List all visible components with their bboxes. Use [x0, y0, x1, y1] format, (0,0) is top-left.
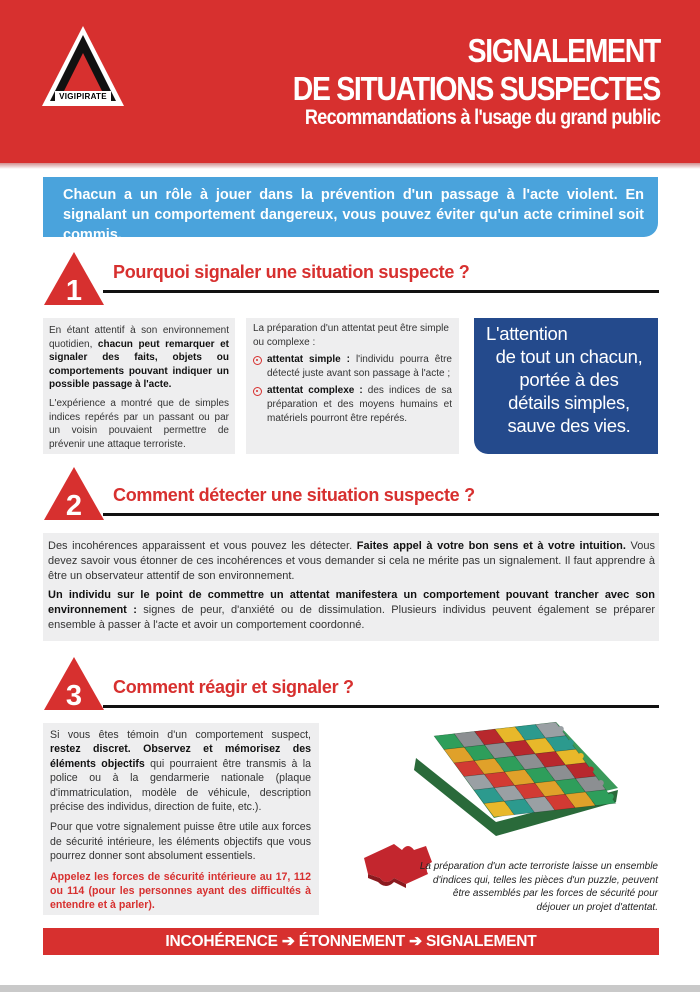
section-2-heading: [43, 465, 659, 525]
quote-line-1: L'attention: [486, 323, 568, 344]
s2-p2-bold: Un individu sur le point de commettre un attentat manifestera un comportement pouvant trancher avec son environnement :: [48, 589, 655, 616]
section-2-box: [43, 533, 659, 641]
bullet-2-label: attentat complexe :: [267, 385, 363, 397]
puzzle-knob: [608, 793, 614, 799]
quote-line-5: sauve des vies.: [507, 415, 631, 436]
col2-intro: La préparation d'un attentat peut être simple ou complexe :: [253, 323, 449, 348]
red-triangle-icon: [43, 465, 105, 521]
red-triangle-icon: [43, 655, 105, 711]
title-line-2: DE SITUATIONS SUSPECTES: [292, 70, 660, 107]
puzzle-knob: [558, 726, 564, 732]
section-2-rule: [103, 513, 659, 516]
col1-p1-bold: chacun peut remarquer et signaler des faits, objets ou comportements pouvant indiquer un possible passage à l'acte.: [49, 338, 229, 391]
bullet-1-label: attentat simple :: [267, 354, 350, 366]
bullet-icon: [253, 356, 262, 365]
section-1-column-1: [43, 318, 235, 454]
s3-p1-text: Si vous êtes témoin d'un comportement suspect,: [50, 729, 311, 741]
section-3-title: Comment réagir et signaler ?: [113, 677, 354, 697]
header-shadow: [0, 163, 700, 169]
quote-line-2: de tout un chacun,: [495, 346, 643, 367]
s3-p1-text-2: qui pourraient être transmis à la police ou à la gendarmerie nationale (plaque d'immatriculation, modèle de véhicule, description précise des individus, direction de fuite, etc.).: [50, 757, 311, 814]
intro-box: Chacun a un rôle à jouer dans la prévention d'un passage à l'acte violent. En signalant un comportement dangereux, vous pouvez éviter qu'un acte criminel soit commis.: [43, 177, 658, 237]
s2-p1-text-2: Vous devez savoir vous étonner de ces incohérences et vous demander si cela ne mérite pas un signalement. Il faut apprendre à être un observateur attentif de son environnement.: [48, 540, 655, 582]
section-1-number: 1: [65, 275, 83, 306]
quote-line-3: portée à des: [519, 369, 619, 390]
page-subtitle: Recommandations à l'usage du grand public: [304, 106, 660, 129]
title-line-1: SIGNALEMENT: [467, 32, 660, 69]
puzzle-caption: La préparation d'un acte terroriste laisse un ensemble d'indices qui, telles les pièces d'un puzzle, peuvent être assemblés par les forces de sécurité pour déjouer un projet d'attentat.: [419, 861, 658, 913]
s2-p2-text: signes de peur, d'anxiété ou de dissimulation. Plusieurs individus peuvent également se préparer ensemble à passer à l'acte et avoir un comportement coordonné.: [48, 604, 655, 631]
section-2-title: Comment détecter une situation suspecte ?: [113, 485, 475, 505]
puzzle-knob: [568, 739, 574, 745]
section-2-paragraph-2: [48, 588, 655, 633]
section-3-box: [43, 723, 319, 915]
emergency-numbers: Appelez les forces de sécurité intérieure au 17, 112 ou 114 (pour les personnes ayant des difficultés à entendre et à parler).: [50, 870, 311, 912]
quote-line-4: détails simples,: [508, 392, 630, 413]
section-3-paragraph-2: Pour que votre signalement puisse être utile aux forces de sécurité intérieure, les éléments objectifs que vous pourrez donner sont absolument essentiels.: [50, 821, 311, 863]
puzzle-knob: [598, 780, 604, 786]
section-2-paragraph-1: [48, 539, 655, 584]
attack-type-list: [253, 353, 452, 425]
footer-banner: INCOHÉRENCE ➔ ÉTONNEMENT ➔ SIGNALEMENT: [43, 928, 659, 955]
puzzle-knob: [578, 753, 584, 759]
section-1-heading: [43, 250, 659, 310]
s2-p1-text: Des incohérences apparaissent et vous pouvez les détecter.: [48, 540, 357, 552]
red-triangle-icon: [43, 250, 105, 306]
bullet-1-text: l'individu pourra être détecté juste avant son passage à l'acte ;: [267, 354, 452, 379]
section-1-rule: [103, 290, 659, 293]
s3-p1-bold: restez discret. Observez et mémorisez des éléments objectifs: [50, 743, 311, 770]
section-3-rule: [103, 705, 659, 708]
list-item: [253, 353, 452, 380]
section-3-heading: [43, 655, 659, 715]
logo-label: VIGIPIRATE: [55, 91, 111, 103]
bullet-2-text: des indices de sa préparation et des moyens humains et matériels pourront être repérés.: [267, 385, 452, 424]
section-3-number: 3: [65, 680, 83, 711]
section-1-column-2: [246, 318, 459, 454]
s2-p1-bold: Faites appel à votre bon sens et à votre intuition.: [356, 540, 626, 552]
section-1-title: Pourquoi signaler une situation suspecte ?: [113, 262, 470, 282]
section-3-paragraph-1: [50, 728, 311, 814]
col1-paragraph-2: L'expérience a montré que de simples indices repérés par un passant ou par un voisin pouvaient permettre de prévenir une attaque terroriste.: [49, 397, 229, 450]
section-2-number: 2: [65, 490, 83, 521]
page-title: [293, 32, 660, 108]
puzzle-board: [414, 722, 618, 836]
bullet-icon: [253, 387, 262, 396]
col1-p1-text: En étant attentif à son environnement quotidien,: [49, 325, 229, 350]
quote-box: [474, 318, 658, 454]
col1-paragraph-1: [49, 324, 229, 392]
bottom-strip: [0, 985, 700, 992]
list-item: [253, 384, 452, 425]
puzzle-knob: [588, 766, 594, 772]
